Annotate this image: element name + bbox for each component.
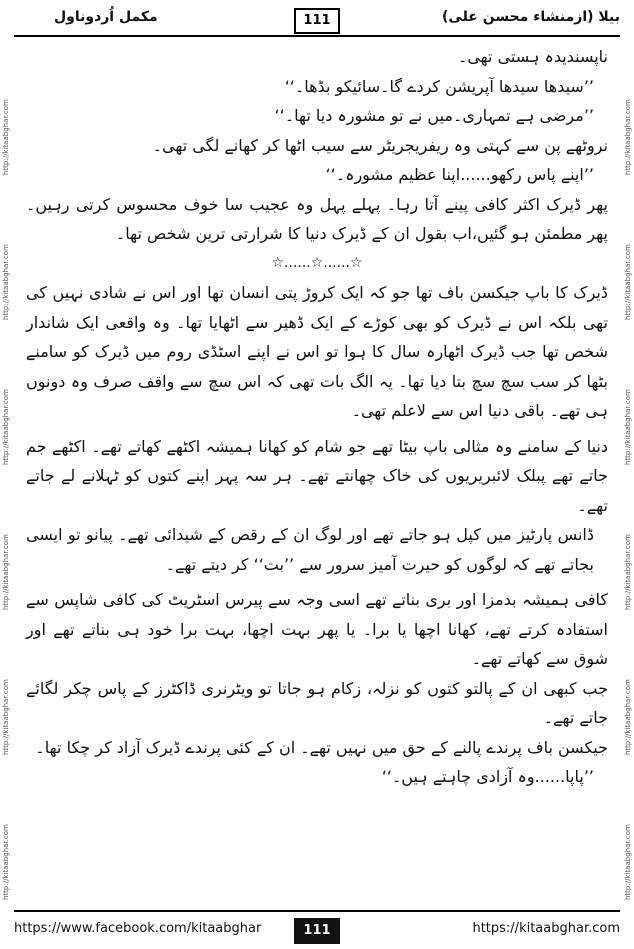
side-url-text: http://kitaabghar.com [2,389,10,465]
paragraph: ناپسندیدہ ہستی تھی۔ [457,47,608,66]
side-url-text: http://kitaabghar.com [2,534,10,610]
paragraph: کافی ہمیشہ بدمزا اور بری بناتے تھے اسی وجہ سے پیرس اسٹریٹ کی کافی شاپس سے استفادہ کرتے تھے، کھانا اچھا یا برا۔ یا پھر بہت اچھا، بہت برا خود ہی بناتے تھے اور شوق سے کھاتے تھے۔ [26,590,608,668]
side-url-text: http://kitaabghar.com [624,679,632,755]
side-url-text: http://kitaabghar.com [2,244,10,320]
section-separator: ☆......☆......☆ [271,254,363,271]
paragraph: دنیا کے سامنے وہ مثالی باپ بیٹا تھے جو شام کو کھانا ہمیشہ اکٹھے کھاتے تھے۔ اکٹھے جم جاتے تھے پبلک لائبریریوں کی خاک چھانتے تھے۔ ہر سہ پہر اپنے کتوں کو ٹہلانے لے جاتے تھے۔ [26,436,608,515]
page-header [14,4,620,36]
side-url-text: http://kitaabghar.com [624,534,632,610]
paragraph: ڈانس پارٹیز میں کپل ہو جاتے تھے اور لوگ ان کے رقص کے شیدائی تھے۔ پیانو تو ایسی بجاتے تھے کہ لوگوں کو حیرت آمیز سرور سے ’’بت‘‘ کر دیتے تھے۔ [26,525,594,574]
paragraph: جب کبھی ان کے پالتو کتوں کو نزلہ، زکام ہو جاتا تو ویٹرنری ڈاکٹرز کے پاس چکر لگائے جاتے تھے۔ [26,678,608,727]
dialogue-line: ’’اپنے پاس رکھو......اپنا عظیم مشورہ۔‘‘ [325,165,594,184]
header-divider [14,35,620,37]
footer-divider [14,910,620,912]
paragraph: پھر ڈیرک اکثر کافی پینے آتا رہا۔ پہلے پہل وہ عجیب سا خوف محسوس کرتی رہیں۔ پھر مطمئن ہو گئیں،اب بقول ان کے ڈیرک دنیا کا شرارتی ترین شخص تھا۔ [26,194,608,243]
left-margin-watermark [2,60,10,900]
dialogue-line: ’’مرضی ہے تمہاری۔میں نے تو مشورہ دیا تھا۔‘‘ [274,106,594,125]
side-url-text: http://kitaabghar.com [624,389,632,465]
dialogue-line: ’’سیدھا سیدھا آپریشن کردے گا۔سائیکو بڈھا۔‘‘ [284,76,594,96]
side-url-text: http://kitaabghar.com [624,99,632,175]
side-url-text: http://kitaabghar.com [2,679,10,755]
page-number-badge: 111 [294,8,340,34]
side-url-text: http://kitaabghar.com [624,244,632,320]
paragraph: نروٹھے پن سے کہتی وہ ریفریجریٹر سے سیب اٹھا کر کھانے لگی تھی۔ [152,135,608,155]
page-footer [14,916,620,944]
facebook-link[interactable]: https://www.facebook.com/kitaabghar [14,921,262,936]
paragraph: ڈیرک کا باپ جیکسن باف تھا جو کہ ایک کروڑ پتی انسان تھا اور اس نے شادی نہیں کی تھی بلکہ اس نے ڈیرک کو بھی کوڑے کے ایک ڈھیر سے اٹھایا تھا۔ وہ واقعی ایک شاندار شخص تھا جب ڈیرک اٹھارہ سال کا ہوا تو اس نے اپنے اسٹڈی روم میں ڈیرک کو سامنے بٹھا کر سب سچ سچ بتا دیا تھا۔ یہ الگ بات تھی کہ اس سچ سے واقف صرف وہ دونوں ہی تھے۔ باقی دنیا اس سے لاعلم تھی۔ [26,283,609,420]
paragraph: جیکسن باف پرندے پالنے کے حق میں نہیں تھے۔ ان کے کئی پرندے ڈیرک آزاد کر چکا تھا۔ [35,737,608,757]
side-url-text: http://kitaabghar.com [624,824,632,900]
side-url-text: http://kitaabghar.com [2,824,10,900]
website-link[interactable]: https://kitaabghar.com [472,921,620,936]
side-url-text: http://kitaabghar.com [2,99,10,175]
novel-title: بیلا (ازمنشاء محسن علی) [442,9,620,25]
footer-page-number: 111 [294,918,340,944]
right-margin-watermark [624,60,632,900]
book-category-title: مکمل اُردوناول [54,9,158,25]
dialogue-line: ’’پاپا......وہ آزادی چاہتے ہیں۔‘‘ [381,767,594,786]
novel-text-body [26,42,608,792]
